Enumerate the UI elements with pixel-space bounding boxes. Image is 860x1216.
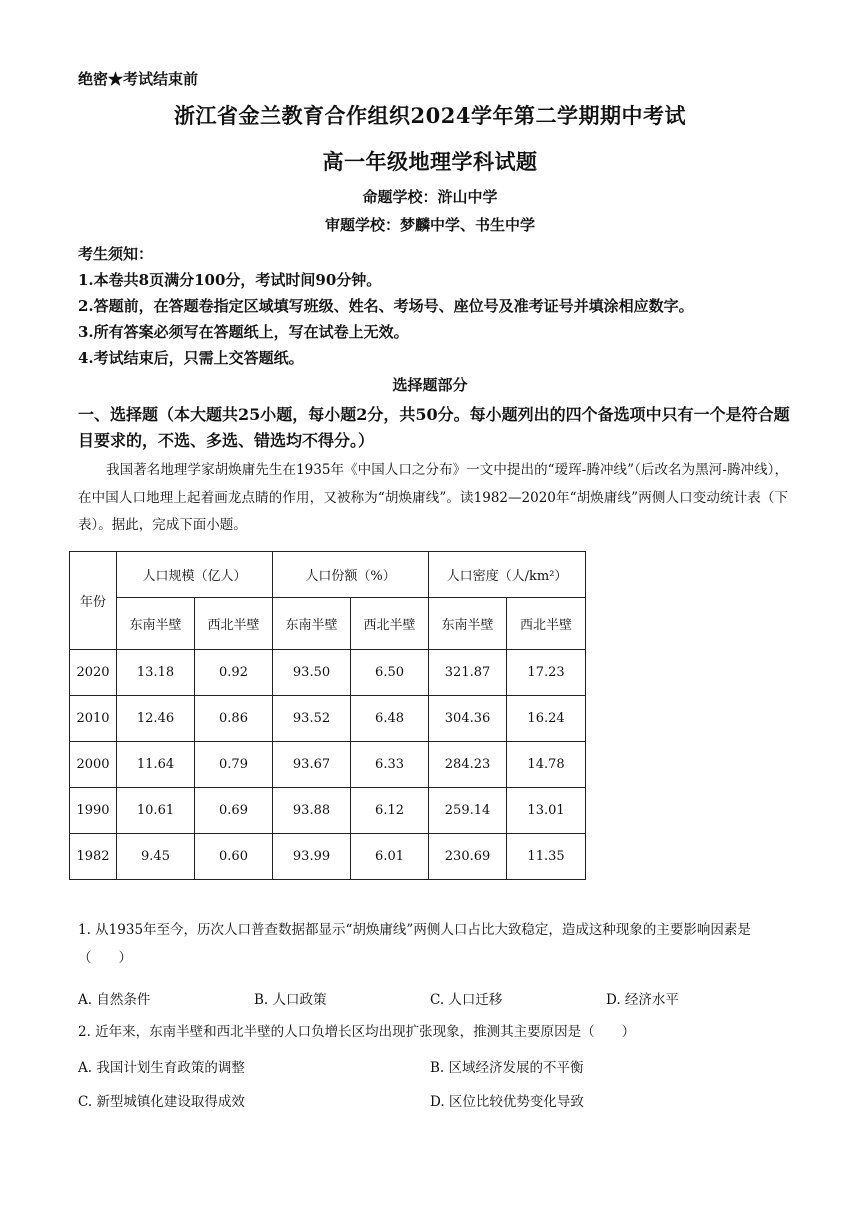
- data-cell: 9.45: [117, 834, 195, 880]
- sub-header: 西北半壁: [195, 598, 273, 650]
- q1-option-b[interactable]: B. 人口政策: [254, 992, 327, 1008]
- q1-option-a[interactable]: A. 自然条件: [78, 992, 151, 1008]
- year-cell: 1982: [70, 834, 117, 880]
- exam-title: 浙江省金兰教育合作组织2024学年第二学期期中考试: [174, 103, 686, 128]
- table-row: [70, 788, 586, 834]
- section-title: 选择题部分: [392, 376, 468, 394]
- data-cell: 0.60: [195, 834, 273, 880]
- data-cell: 13.01: [507, 788, 586, 834]
- q2-option-d[interactable]: D. 区位比较优势变化导致: [430, 1094, 584, 1110]
- data-cell: 12.46: [117, 696, 195, 742]
- data-cell: 304.36: [429, 696, 507, 742]
- data-cell: 0.79: [195, 742, 273, 788]
- data-cell: 284.23: [429, 742, 507, 788]
- q2-option-c[interactable]: C. 新型城镇化建设取得成效: [78, 1094, 245, 1110]
- question-1-stem: 1. 从1935年至今，历次人口普查数据都显示“胡焕庸线”两侧人口占比大致稳定，造成这种现象的主要影响因素是（ ）: [78, 922, 751, 966]
- year-cell: 2010: [70, 696, 117, 742]
- data-cell: 6.50: [351, 650, 429, 696]
- data-cell: 16.24: [507, 696, 586, 742]
- data-cell: 230.69: [429, 834, 507, 880]
- year-cell: 1990: [70, 788, 117, 834]
- data-cell: 0.92: [195, 650, 273, 696]
- table-row: [70, 696, 586, 742]
- q1-option-d[interactable]: D. 经济水平: [606, 992, 679, 1008]
- data-cell: 93.67: [273, 742, 351, 788]
- data-cell: 17.23: [507, 650, 586, 696]
- sub-header: 西北半壁: [351, 598, 429, 650]
- sub-header: 西北半壁: [507, 598, 586, 650]
- notice-item: 2.答题前，在答题卷指定区域填写班级、姓名、考场号、座位号及准考证号并填涂相应数字。: [78, 297, 694, 315]
- data-cell: 11.35: [507, 834, 586, 880]
- group-header-density: 人口密度（人/km²）: [429, 552, 586, 598]
- section-instruction: 一、选择题（本大题共25小题，每小题2分，共50分。每小题列出的四个备选项中只有一个是符合题目要求的，不选、多选、错选均不得分。）: [78, 405, 790, 450]
- notice-heading: 考生须知：: [78, 245, 154, 263]
- exam-subtitle: 高一年级地理学科试题: [322, 149, 538, 174]
- population-table: [69, 551, 586, 880]
- confidential-label: 绝密★考试结束前: [78, 70, 199, 88]
- data-cell: 6.12: [351, 788, 429, 834]
- sub-header: 东南半壁: [429, 598, 507, 650]
- data-cell: 321.87: [429, 650, 507, 696]
- group-header-share: 人口份额（%）: [273, 552, 429, 598]
- setter-school: 命题学校：浒山中学: [362, 188, 498, 206]
- notice-item: 4.考试结束后，只需上交答题纸。: [78, 349, 304, 367]
- q2-option-a[interactable]: A. 我国计划生育政策的调整: [78, 1060, 245, 1076]
- q1-option-c[interactable]: C. 人口迁移: [430, 992, 503, 1008]
- notice-item: 1.本卷共8页满分100分，考试时间90分钟。: [78, 271, 382, 289]
- data-cell: 0.86: [195, 696, 273, 742]
- group-header-scale: 人口规模（亿人）: [117, 552, 273, 598]
- reading-passage: [78, 457, 788, 540]
- table-row: [70, 650, 586, 696]
- data-cell: 10.61: [117, 788, 195, 834]
- data-cell: 93.50: [273, 650, 351, 696]
- data-cell: 11.64: [117, 742, 195, 788]
- data-cell: 0.69: [195, 788, 273, 834]
- table-row: [70, 834, 586, 880]
- year-cell: 2020: [70, 650, 117, 696]
- year-cell: 2000: [70, 742, 117, 788]
- q2-option-b[interactable]: B. 区域经济发展的不平衡: [430, 1060, 584, 1076]
- data-cell: 13.18: [117, 650, 195, 696]
- year-header: 年份: [70, 552, 117, 650]
- data-cell: 14.78: [507, 742, 586, 788]
- table-row: [70, 742, 586, 788]
- passage-text: 我国著名地理学家胡焕庸先生在1935年《中国人口之分布》一文中提出的“瑷珲-腾冲线”（后改名为黑河-腾冲线），在中国人口地理上起着画龙点睛的作用，又被称为“胡焕庸线”。读1982—2020年“胡焕庸线”两侧人口变动统计表（下表）。据此，完成下面小题。: [78, 462, 789, 533]
- data-cell: 6.01: [351, 834, 429, 880]
- data-cell: 93.99: [273, 834, 351, 880]
- sub-header: 东南半壁: [117, 598, 195, 650]
- sub-header: 东南半壁: [273, 598, 351, 650]
- data-cell: 93.52: [273, 696, 351, 742]
- notice-item: 3.所有答案必须写在答题纸上，写在试卷上无效。: [78, 323, 409, 341]
- data-cell: 259.14: [429, 788, 507, 834]
- data-cell: 93.88: [273, 788, 351, 834]
- data-cell: 6.33: [351, 742, 429, 788]
- question-2-stem: 2. 近年来，东南半壁和西北半壁的人口负增长区均出现扩张现象，推测其主要原因是（ ）: [78, 1024, 636, 1040]
- reviewer-school: 审题学校：梦麟中学、书生中学: [324, 216, 535, 234]
- data-cell: 6.48: [351, 696, 429, 742]
